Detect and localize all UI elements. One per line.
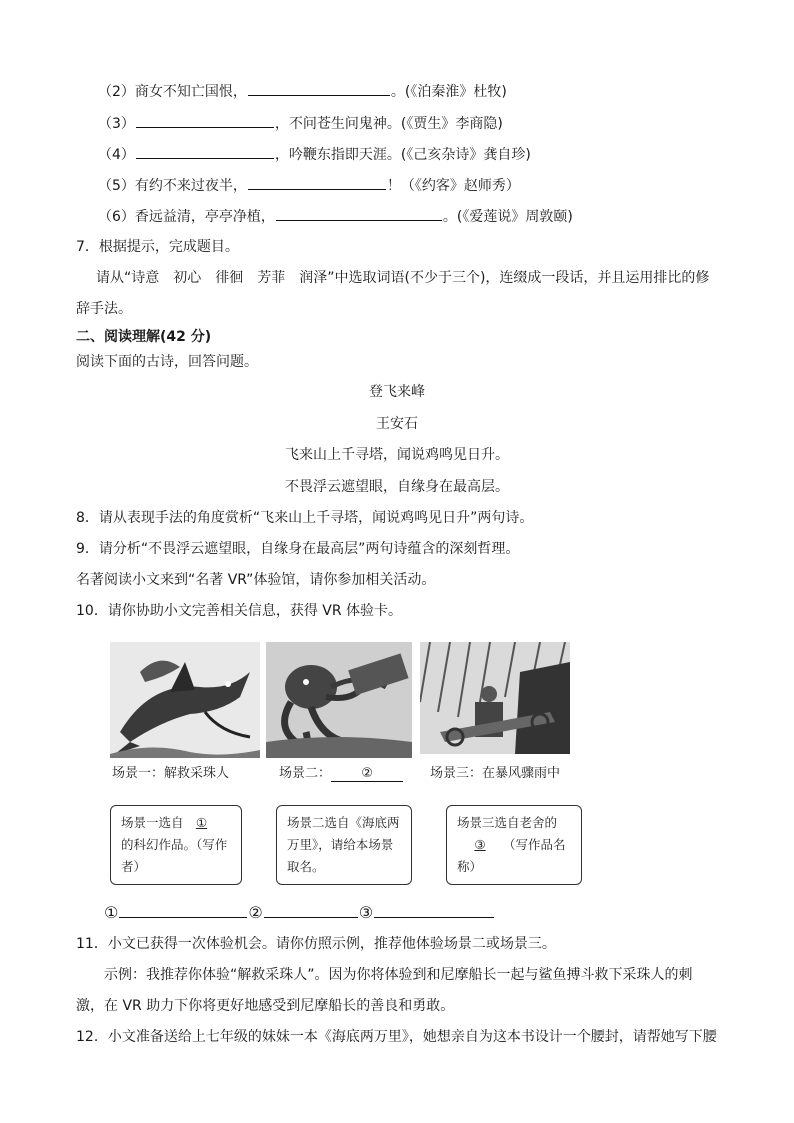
q12-text: 12．小文准备送给上七年级的妹妹一本《海底两万里》，她想亲自为这本书设计一个腰封，请帮她写下腰 bbox=[76, 1029, 717, 1045]
scene3-caption: 场景三：在暴风骤雨中 bbox=[430, 766, 561, 781]
item-post-text: ！（《约客》赵师秀） bbox=[386, 178, 520, 194]
answer-row bbox=[104, 902, 495, 922]
card1-blank-mark: ① bbox=[195, 815, 208, 830]
q7-title: 7．根据提示，完成题目。 bbox=[76, 239, 239, 255]
scene2-caption-prefix: 场景二： bbox=[279, 766, 332, 781]
item-pre-text: 香远益清，亭亭净植， bbox=[134, 209, 275, 225]
section-heading: 二、阅读理解(42 分) bbox=[76, 329, 212, 345]
scene1-image bbox=[110, 642, 260, 758]
scene3-card bbox=[446, 805, 582, 885]
scene2-blank-mark: ② bbox=[361, 766, 373, 781]
storm-illustration-icon bbox=[420, 642, 570, 754]
q11-example-line2: 激，在 VR 助力下你将更好地感受到尼摩船长的善良和勇敢。 bbox=[76, 998, 455, 1014]
card1-blank[interactable] bbox=[184, 812, 220, 834]
answer-label-3: ③ bbox=[358, 903, 374, 922]
scene2-image bbox=[266, 642, 412, 758]
answer-blank[interactable] bbox=[248, 80, 390, 96]
q11-title: 11．小文已获得一次体验机会。请你仿照示例，推荐他体验场景二或场景三。 bbox=[76, 936, 556, 952]
scene2-card bbox=[276, 805, 412, 885]
item-post-text: ，吟鞭东指即天涯。(《己亥杂诗》龚自珍) bbox=[274, 147, 531, 163]
poem-title: 登飞来峰 bbox=[369, 384, 425, 400]
answer-blank[interactable] bbox=[248, 174, 386, 190]
blank-item-6 bbox=[98, 205, 573, 227]
scene1-caption: 场景一：解救采珠人 bbox=[112, 766, 230, 781]
scene1-card bbox=[110, 805, 242, 885]
blank-item-4 bbox=[98, 143, 531, 165]
q10-text: 10．请你协助小文完善相关信息，获得 VR 体验卡。 bbox=[76, 603, 403, 619]
q8-text: 8．请从表现手法的角度赏析“飞来山上千寻塔，闻说鸡鸣见日升”两句诗。 bbox=[76, 510, 534, 526]
item-number: （2） bbox=[98, 84, 135, 100]
item-post-text: 。(《泊秦淮》杜牧) bbox=[390, 84, 507, 100]
item-pre-text: 商女不知亡国恨， bbox=[134, 84, 247, 100]
q7-line2: 辞手法。 bbox=[76, 301, 132, 317]
poem-line-2: 不畏浮云遮望眼，自缘身在最高层。 bbox=[285, 479, 509, 495]
item-number: （5） bbox=[98, 178, 135, 194]
blank-item-2 bbox=[98, 80, 507, 102]
item-post-text: 。(《爱莲说》周敦颐) bbox=[442, 209, 573, 225]
shark-illustration-icon bbox=[110, 642, 260, 758]
answer-label-1: ① bbox=[104, 903, 119, 922]
scene2-blank[interactable] bbox=[331, 766, 403, 782]
card1-text-a: 场景一选自 bbox=[121, 815, 184, 830]
q9-text: 9．请分析“不畏浮云遮望眼，自缘身在最高层”两句诗蕴含的深刻哲理。 bbox=[76, 541, 520, 557]
answer-blank[interactable] bbox=[136, 112, 274, 128]
card3-text-b: （写作品名称） bbox=[457, 837, 566, 874]
answer-blank-2[interactable] bbox=[264, 902, 358, 918]
card1-text-b: 的科幻作品。（写作者） bbox=[121, 837, 228, 874]
item-number: （4） bbox=[98, 147, 135, 163]
item-pre-text: 有约不来过夜半， bbox=[134, 178, 247, 194]
card3-blank-mark: ③ bbox=[474, 837, 486, 852]
card2-text: 场景二选自《海底两万里》，请给本场景取名。 bbox=[287, 815, 400, 874]
poem-author: 王安石 bbox=[376, 416, 418, 432]
poem-line-1: 飞来山上千寻塔，闻说鸡鸣见日升。 bbox=[285, 447, 509, 463]
section-intro: 阅读下面的古诗，回答问题。 bbox=[76, 354, 258, 370]
octopus-illustration-icon bbox=[266, 642, 412, 758]
q7-line1: 请从“诗意 初心 徘徊 芳菲 润泽”中选取词语(不少于三个)，连缀成一段话，并且运用排比的修 bbox=[96, 270, 710, 286]
item-number: （3） bbox=[98, 116, 135, 132]
blank-item-3 bbox=[98, 112, 503, 134]
mingzhu-intro: 名著阅读小文来到“名著 VR”体验馆，请你参加相关活动。 bbox=[76, 572, 436, 588]
card3-blank[interactable] bbox=[457, 834, 503, 856]
answer-blank-3[interactable] bbox=[374, 902, 494, 918]
blank-item-5 bbox=[98, 174, 520, 196]
answer-blank[interactable] bbox=[276, 205, 442, 221]
answer-label-2: ② bbox=[248, 903, 263, 922]
item-post-text: ，不问苍生问鬼神。(《贾生》李商隐) bbox=[274, 116, 503, 132]
scene2-caption bbox=[279, 762, 403, 782]
answer-blank-1[interactable] bbox=[119, 902, 247, 918]
card3-text-a: 场景三选自老舍的 bbox=[457, 815, 558, 830]
scene3-image bbox=[420, 642, 570, 754]
answer-blank[interactable] bbox=[136, 143, 274, 159]
q11-example-line1: 示例：我推荐你体验“解救采珠人”。因为你将体验到和尼摩船长一起与鲨鱼搏斗救下采珠人的刺 bbox=[104, 967, 693, 983]
item-number: （6） bbox=[98, 209, 135, 225]
